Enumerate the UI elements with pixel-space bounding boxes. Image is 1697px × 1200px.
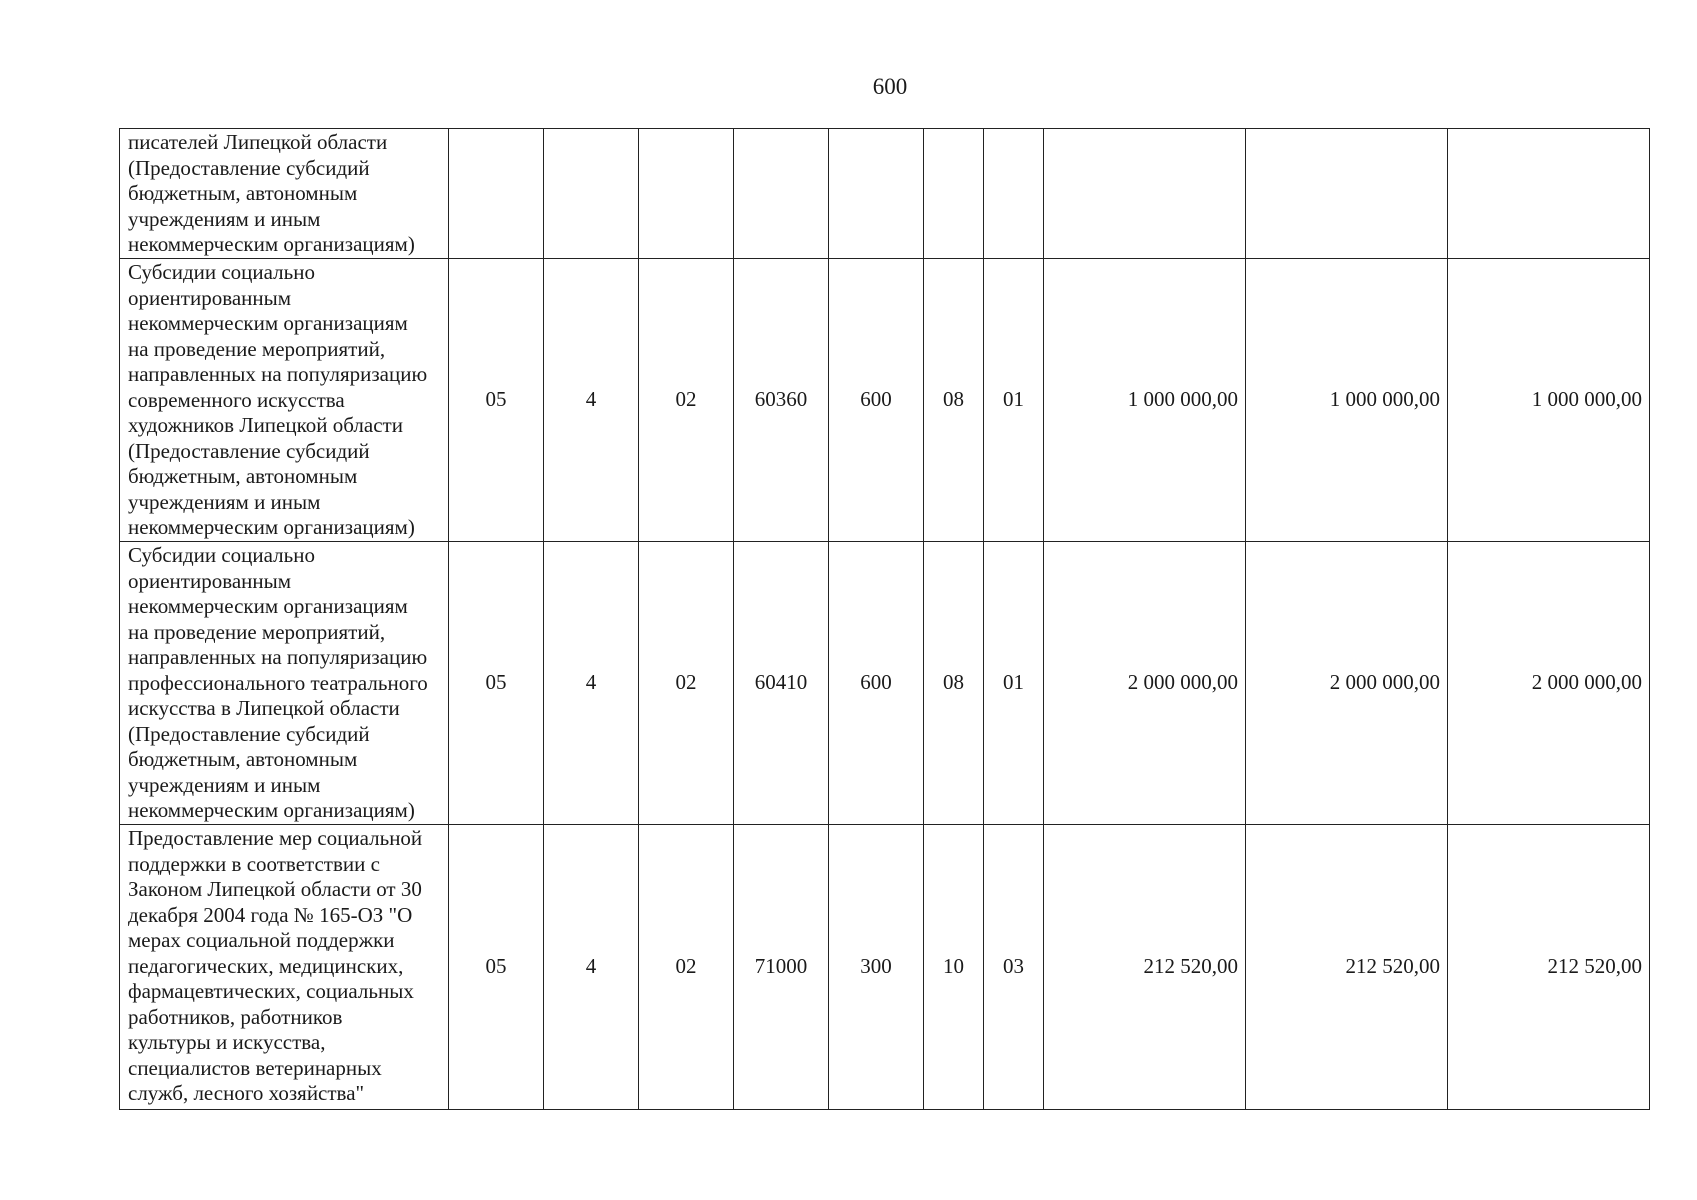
- description-line: декабря 2004 года № 165-ОЗ "О: [128, 902, 413, 927]
- description-line: фармацевтических, социальных: [128, 979, 414, 1003]
- row-description: [120, 542, 449, 825]
- description-line: педагогических, медицинских,: [128, 953, 404, 978]
- code-cell: [924, 129, 984, 259]
- table-row: [120, 825, 1650, 1110]
- code-cell: [639, 129, 734, 259]
- amount-cell: [1044, 129, 1246, 259]
- code-cell: 300: [829, 825, 924, 1110]
- description-line: современного искусства: [128, 387, 345, 412]
- description-line: служб, лесного хозяйства": [128, 1081, 365, 1105]
- code-cell: 03: [984, 825, 1044, 1110]
- description-line: некоммерческим организациям): [128, 515, 415, 539]
- description-line: бюджетным, автономным: [128, 464, 358, 488]
- description-line: направленных на популяризацию: [128, 645, 428, 669]
- amount-cell: 2 000 000,00: [1448, 542, 1650, 825]
- code-cell: [829, 129, 924, 259]
- description-line: поддержки в соответствии с: [128, 851, 380, 876]
- description-line: бюджетным, автономным: [128, 747, 358, 771]
- code-cell: 600: [829, 542, 924, 825]
- code-cell: 10: [924, 825, 984, 1110]
- description-line: учреждениям и иным: [128, 772, 321, 797]
- amount-cell: 212 520,00: [1448, 825, 1650, 1110]
- description-line: Субсидии социально: [128, 260, 315, 284]
- table-row: [120, 259, 1650, 542]
- description-line: ориентированным: [128, 568, 292, 593]
- code-cell: 05: [449, 542, 544, 825]
- code-cell: 4: [544, 259, 639, 542]
- budget-table: [119, 128, 1650, 1110]
- description-line: искусства в Липецкой области: [128, 696, 400, 720]
- code-cell: 08: [924, 259, 984, 542]
- code-cell: 01: [984, 542, 1044, 825]
- code-cell: 4: [544, 825, 639, 1110]
- description-line: некоммерческим организациям): [128, 232, 415, 256]
- description-line: учреждениям и иным: [128, 489, 321, 514]
- description-line: профессионального театрального: [128, 670, 428, 695]
- code-cell: 60360: [734, 259, 829, 542]
- description-line: Субсидии социально: [128, 543, 315, 567]
- description-line: некоммерческим организациям): [128, 798, 415, 822]
- amount-cell: 1 000 000,00: [1448, 259, 1650, 542]
- amount-cell: 1 000 000,00: [1246, 259, 1448, 542]
- description-line: культуры и искусства,: [128, 1030, 326, 1054]
- description-line: направленных на популяризацию: [128, 362, 428, 386]
- description-line: бюджетным, автономным: [128, 181, 358, 205]
- table-row: [120, 129, 1650, 259]
- code-cell: [544, 129, 639, 259]
- description-line: некоммерческим организациям: [128, 594, 408, 618]
- code-cell: 02: [639, 825, 734, 1110]
- amount-cell: 1 000 000,00: [1044, 259, 1246, 542]
- description-line: (Предоставление субсидий: [128, 155, 370, 180]
- amount-cell: 2 000 000,00: [1246, 542, 1448, 825]
- description-line: некоммерческим организациям: [128, 311, 408, 335]
- description-line: мерах социальной поддержки: [128, 928, 395, 952]
- code-cell: 71000: [734, 825, 829, 1110]
- code-cell: [734, 129, 829, 259]
- code-cell: 60410: [734, 542, 829, 825]
- amount-cell: 212 520,00: [1044, 825, 1246, 1110]
- code-cell: [449, 129, 544, 259]
- row-description: [120, 825, 449, 1110]
- code-cell: 08: [924, 542, 984, 825]
- description-line: Законом Липецкой области от 30: [128, 877, 422, 901]
- amount-cell: 2 000 000,00: [1044, 542, 1246, 825]
- amount-cell: [1246, 129, 1448, 259]
- code-cell: 05: [449, 825, 544, 1110]
- description-line: Предоставление мер социальной: [128, 826, 423, 850]
- page-number: 600: [872, 74, 908, 99]
- description-line: учреждениям и иным: [128, 206, 321, 231]
- code-cell: 600: [829, 259, 924, 542]
- table-row: [120, 542, 1650, 825]
- code-cell: [984, 129, 1044, 259]
- description-line: (Предоставление субсидий: [128, 721, 370, 746]
- description-line: ориентированным: [128, 285, 292, 310]
- row-description: [120, 129, 449, 259]
- amount-cell: [1448, 129, 1650, 259]
- code-cell: 02: [639, 259, 734, 542]
- table-body: [120, 129, 1650, 1110]
- description-line: работников, работников: [128, 1004, 343, 1029]
- code-cell: 05: [449, 259, 544, 542]
- row-description: [120, 259, 449, 542]
- amount-cell: 212 520,00: [1246, 825, 1448, 1110]
- code-cell: 02: [639, 542, 734, 825]
- description-line: писателей Липецкой области: [128, 130, 388, 154]
- description-line: на проведение мероприятий,: [128, 619, 386, 644]
- description-line: специалистов ветеринарных: [128, 1055, 382, 1080]
- description-line: художников Липецкой области: [128, 413, 403, 437]
- code-cell: 01: [984, 259, 1044, 542]
- description-line: на проведение мероприятий,: [128, 336, 386, 361]
- code-cell: 4: [544, 542, 639, 825]
- description-line: (Предоставление субсидий: [128, 438, 370, 463]
